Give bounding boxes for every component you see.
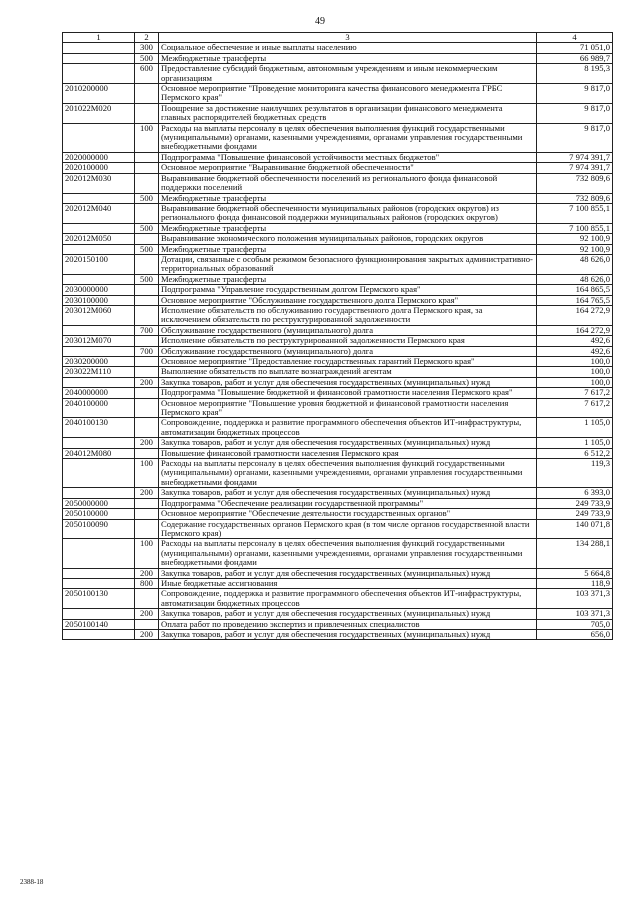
- row-amount: 71 051,0: [537, 43, 613, 53]
- row-code: 2050100140: [63, 619, 135, 629]
- row-amount: 9 817,0: [537, 103, 613, 123]
- row-expense-type: [135, 234, 159, 244]
- table-row: [63, 103, 613, 123]
- row-description: Расходы на выплаты персоналу в целях обеспечения выполнения функций государственными (муниципальными) органами, казенными учреждениями, органами управления государственными внебюджетными фондами: [159, 459, 537, 488]
- row-amount: 48 626,0: [537, 254, 613, 274]
- row-expense-type: [135, 173, 159, 193]
- row-description: Расходы на выплаты персоналу в целях обеспечения выполнения функций государственными (муниципальными) органами, казенными учреждениями, органами управления государственными внебюджетными фондами: [159, 123, 537, 152]
- row-expense-type: [135, 448, 159, 458]
- row-amount: 5 664,8: [537, 568, 613, 578]
- row-description: Выравнивание бюджетной обеспеченности поселений из регионального фонда финансовой поддержки поселений: [159, 173, 537, 193]
- table-row: [63, 418, 613, 438]
- row-expense-type: 100: [135, 539, 159, 568]
- row-amount: 100,0: [537, 367, 613, 377]
- row-amount: 492,6: [537, 336, 613, 346]
- row-description: Исполнение обязательств по обслуживанию государственного долга Пермского края, за исключением обязательств по реструктурированной задолженности: [159, 305, 537, 325]
- row-amount: 100,0: [537, 377, 613, 387]
- table-row: [63, 84, 613, 104]
- row-amount: 66 989,7: [537, 53, 613, 63]
- row-description: Оплата работ по проведению экспертиз и привлеченных специалистов: [159, 619, 537, 629]
- row-expense-type: [135, 619, 159, 629]
- table-row: [63, 193, 613, 203]
- row-description: Подпрограмма "Повышение финансовой устойчивости местных бюджетов": [159, 152, 537, 162]
- row-code: 203022М110: [63, 367, 135, 377]
- table-row: [63, 43, 613, 53]
- row-amount: 705,0: [537, 619, 613, 629]
- table-row: [63, 274, 613, 284]
- row-code: [63, 325, 135, 335]
- row-code: [63, 629, 135, 639]
- table-row: [63, 388, 613, 398]
- row-description: Предоставление субсидий бюджетным, автономным учреждениям и иным некоммерческим организациям: [159, 64, 537, 84]
- row-description: Выполнение обязательств по выплате вознаграждений агентам: [159, 367, 537, 377]
- table-row: [63, 568, 613, 578]
- row-expense-type: [135, 498, 159, 508]
- row-expense-type: 600: [135, 64, 159, 84]
- row-code: [63, 43, 135, 53]
- row-amount: 6 393,0: [537, 488, 613, 498]
- row-description: Закупка товаров, работ и услуг для обеспечения государственных (муниципальных) нужд: [159, 629, 537, 639]
- row-description: Содержание государственных органов Пермского края (в том числе органов государственной власти Пермского края): [159, 519, 537, 539]
- table-row: [63, 305, 613, 325]
- row-code: 2010200000: [63, 84, 135, 104]
- row-code: 202012М040: [63, 203, 135, 223]
- row-code: 2050100090: [63, 519, 135, 539]
- table-row: [63, 254, 613, 274]
- row-description: Социальное обеспечение и иные выплаты населению: [159, 43, 537, 53]
- row-amount: 732 809,6: [537, 173, 613, 193]
- row-amount: 7 974 391,7: [537, 152, 613, 162]
- row-expense-type: [135, 367, 159, 377]
- row-description: Основное мероприятие "Выравнивание бюджетной обеспеченности": [159, 163, 537, 173]
- row-code: [63, 438, 135, 448]
- table-row: [63, 203, 613, 223]
- row-amount: 164 272,9: [537, 305, 613, 325]
- table-row: [63, 539, 613, 568]
- table-row: [63, 244, 613, 254]
- row-description: Подпрограмма "Обеспечение реализации государственной программы": [159, 498, 537, 508]
- row-code: [63, 53, 135, 63]
- row-description: Подпрограмма "Управление государственным долгом Пермского края": [159, 285, 537, 295]
- row-amount: 103 371,3: [537, 589, 613, 609]
- column-header-4: 4: [537, 33, 613, 43]
- row-amount: 492,6: [537, 346, 613, 356]
- row-code: [63, 459, 135, 488]
- table-row: [63, 488, 613, 498]
- table-row: [63, 377, 613, 387]
- row-expense-type: [135, 295, 159, 305]
- row-expense-type: [135, 509, 159, 519]
- row-expense-type: [135, 84, 159, 104]
- row-amount: 92 100,9: [537, 234, 613, 244]
- row-expense-type: [135, 589, 159, 609]
- row-amount: 118,9: [537, 578, 613, 588]
- row-description: Расходы на выплаты персоналу в целях обеспечения выполнения функций государственными (муниципальными) органами, казенными учреждениями, органами управления государственными внебюджетными фондами: [159, 539, 537, 568]
- table-row: [63, 629, 613, 639]
- table-row: [63, 398, 613, 418]
- row-description: Основное мероприятие "Предоставление государственных гарантий Пермского края": [159, 357, 537, 367]
- row-expense-type: [135, 357, 159, 367]
- table-row: [63, 325, 613, 335]
- row-description: Межбюджетные трансферты: [159, 223, 537, 233]
- row-amount: 8 195,3: [537, 64, 613, 84]
- row-code: 201022М020: [63, 103, 135, 123]
- row-amount: 249 733,9: [537, 498, 613, 508]
- row-expense-type: 100: [135, 459, 159, 488]
- document-code: 2388-18: [20, 878, 44, 886]
- row-description: Основное мероприятие "Проведение мониторинга качества финансового менеджмента ГРБС Пермского края": [159, 84, 537, 104]
- row-expense-type: 200: [135, 629, 159, 639]
- table-row: [63, 438, 613, 448]
- table-row: [63, 509, 613, 519]
- row-expense-type: [135, 519, 159, 539]
- row-code: [63, 274, 135, 284]
- table-row: [63, 498, 613, 508]
- row-description: Подпрограмма "Повышение бюджетной и финансовой грамотности населения Пермского края": [159, 388, 537, 398]
- row-expense-type: 800: [135, 578, 159, 588]
- row-amount: 6 512,2: [537, 448, 613, 458]
- column-header-1: 1: [63, 33, 135, 43]
- row-expense-type: 500: [135, 53, 159, 63]
- row-amount: 1 105,0: [537, 418, 613, 438]
- table-row: [63, 285, 613, 295]
- row-description: Поощрение за достижение наилучших результатов в организации финансового менеджмента главных распорядителей бюджетных средств: [159, 103, 537, 123]
- row-code: [63, 244, 135, 254]
- row-expense-type: 200: [135, 438, 159, 448]
- row-description: Выравнивание экономического положения муниципальных районов, городских округов: [159, 234, 537, 244]
- row-description: Закупка товаров, работ и услуг для обеспечения государственных (муниципальных) нужд: [159, 377, 537, 387]
- row-description: Иные бюджетные ассигнования: [159, 578, 537, 588]
- table-row: [63, 152, 613, 162]
- row-description: Дотации, связанные с особым режимом безопасного функционирования закрытых административно-территориальных образований: [159, 254, 537, 274]
- row-code: 2040000000: [63, 388, 135, 398]
- row-code: 2020000000: [63, 152, 135, 162]
- row-code: [63, 568, 135, 578]
- table-row: [63, 609, 613, 619]
- row-amount: 7 100 855,1: [537, 223, 613, 233]
- row-amount: 7 974 391,7: [537, 163, 613, 173]
- row-expense-type: [135, 305, 159, 325]
- row-code: 202012М030: [63, 173, 135, 193]
- row-description: Межбюджетные трансферты: [159, 274, 537, 284]
- row-code: [63, 609, 135, 619]
- row-description: Межбюджетные трансферты: [159, 193, 537, 203]
- table-row: [63, 53, 613, 63]
- row-amount: 103 371,3: [537, 609, 613, 619]
- row-amount: 9 817,0: [537, 123, 613, 152]
- row-code: 2030100000: [63, 295, 135, 305]
- row-expense-type: [135, 388, 159, 398]
- row-description: Исполнение обязательств по реструктурированной задолженности Пермского края: [159, 336, 537, 346]
- table-row: [63, 223, 613, 233]
- table-row: [63, 336, 613, 346]
- row-description: Закупка товаров, работ и услуг для обеспечения государственных (муниципальных) нужд: [159, 568, 537, 578]
- row-amount: 164 865,5: [537, 285, 613, 295]
- table-header-row: [63, 33, 613, 43]
- row-amount: 119,3: [537, 459, 613, 488]
- row-expense-type: 200: [135, 568, 159, 578]
- row-expense-type: [135, 203, 159, 223]
- row-code: 203012М070: [63, 336, 135, 346]
- row-description: Обслуживание государственного (муниципального) долга: [159, 346, 537, 356]
- row-code: [63, 377, 135, 387]
- row-amount: 92 100,9: [537, 244, 613, 254]
- row-expense-type: 300: [135, 43, 159, 53]
- table-row: [63, 234, 613, 244]
- row-expense-type: [135, 152, 159, 162]
- row-code: [63, 578, 135, 588]
- row-description: Выравнивание бюджетной обеспеченности муниципальных районов (городских округов) из регионального фонда финансовой поддержки муниципальных районов (городских округов): [159, 203, 537, 223]
- row-code: 2020150100: [63, 254, 135, 274]
- page-number: 49: [315, 16, 325, 27]
- row-description: Закупка товаров, работ и услуг для обеспечения государственных (муниципальных) нужд: [159, 438, 537, 448]
- row-code: 2020100000: [63, 163, 135, 173]
- row-code: 2050100000: [63, 509, 135, 519]
- row-amount: 9 817,0: [537, 84, 613, 104]
- row-expense-type: 200: [135, 609, 159, 619]
- row-amount: 7 617,2: [537, 398, 613, 418]
- row-amount: 249 733,9: [537, 509, 613, 519]
- row-description: Сопровождение, поддержка и развитие программного обеспечения объектов ИТ-инфраструктуры, автоматизации бюджетных процессов: [159, 589, 537, 609]
- table-row: [63, 295, 613, 305]
- row-description: Сопровождение, поддержка и развитие программного обеспечения объектов ИТ-инфраструктуры, автоматизации бюджетных процессов: [159, 418, 537, 438]
- row-expense-type: 500: [135, 223, 159, 233]
- row-expense-type: 700: [135, 346, 159, 356]
- row-expense-type: 500: [135, 244, 159, 254]
- table-row: [63, 346, 613, 356]
- row-code: 204012М080: [63, 448, 135, 458]
- table-row: [63, 357, 613, 367]
- row-code: 2040100000: [63, 398, 135, 418]
- table-row: [63, 459, 613, 488]
- row-amount: 134 288,1: [537, 539, 613, 568]
- row-expense-type: [135, 336, 159, 346]
- row-description: Межбюджетные трансферты: [159, 53, 537, 63]
- table-row: [63, 123, 613, 152]
- row-code: [63, 64, 135, 84]
- row-code: [63, 346, 135, 356]
- row-code: [63, 488, 135, 498]
- row-code: 203012М060: [63, 305, 135, 325]
- row-code: 2040100130: [63, 418, 135, 438]
- row-code: [63, 223, 135, 233]
- table-row: [63, 519, 613, 539]
- row-description: Обслуживание государственного (муниципального) долга: [159, 325, 537, 335]
- column-header-2: 2: [135, 33, 159, 43]
- table-row: [63, 589, 613, 609]
- row-code: 202012М050: [63, 234, 135, 244]
- row-code: 2030000000: [63, 285, 135, 295]
- row-expense-type: [135, 398, 159, 418]
- table-row: [63, 163, 613, 173]
- table-row: [63, 64, 613, 84]
- row-expense-type: 500: [135, 274, 159, 284]
- row-code: [63, 193, 135, 203]
- row-expense-type: [135, 163, 159, 173]
- table-row: [63, 619, 613, 629]
- table-row: [63, 578, 613, 588]
- row-expense-type: 500: [135, 193, 159, 203]
- row-description: Межбюджетные трансферты: [159, 244, 537, 254]
- row-amount: 1 105,0: [537, 438, 613, 448]
- row-expense-type: 200: [135, 377, 159, 387]
- row-amount: 100,0: [537, 357, 613, 367]
- row-description: Повышение финансовой грамотности населения Пермского края: [159, 448, 537, 458]
- row-code: 2050100130: [63, 589, 135, 609]
- row-expense-type: 700: [135, 325, 159, 335]
- row-description: Основное мероприятие "Повышение уровня бюджетной и финансовой грамотности населения Пермского края": [159, 398, 537, 418]
- column-header-3: 3: [159, 33, 537, 43]
- row-code: [63, 539, 135, 568]
- row-code: [63, 123, 135, 152]
- row-code: 2030200000: [63, 357, 135, 367]
- row-description: Основное мероприятие "Обслуживание государственного долга Пермского края": [159, 295, 537, 305]
- row-amount: 140 071,8: [537, 519, 613, 539]
- table-row: [63, 448, 613, 458]
- row-amount: 7 100 855,1: [537, 203, 613, 223]
- table-row: [63, 173, 613, 193]
- row-amount: 7 617,2: [537, 388, 613, 398]
- row-expense-type: [135, 418, 159, 438]
- row-description: Основное мероприятие "Обеспечение деятельности государственных органов": [159, 509, 537, 519]
- row-expense-type: [135, 254, 159, 274]
- row-expense-type: 100: [135, 123, 159, 152]
- row-description: Закупка товаров, работ и услуг для обеспечения государственных (муниципальных) нужд: [159, 488, 537, 498]
- row-description: Закупка товаров, работ и услуг для обеспечения государственных (муниципальных) нужд: [159, 609, 537, 619]
- row-expense-type: [135, 285, 159, 295]
- row-amount: 732 809,6: [537, 193, 613, 203]
- row-code: 2050000000: [63, 498, 135, 508]
- row-expense-type: [135, 103, 159, 123]
- budget-table: [62, 32, 613, 640]
- row-amount: 164 765,5: [537, 295, 613, 305]
- row-amount: 48 626,0: [537, 274, 613, 284]
- row-expense-type: 200: [135, 488, 159, 498]
- table-row: [63, 367, 613, 377]
- row-amount: 164 272,9: [537, 325, 613, 335]
- row-amount: 656,0: [537, 629, 613, 639]
